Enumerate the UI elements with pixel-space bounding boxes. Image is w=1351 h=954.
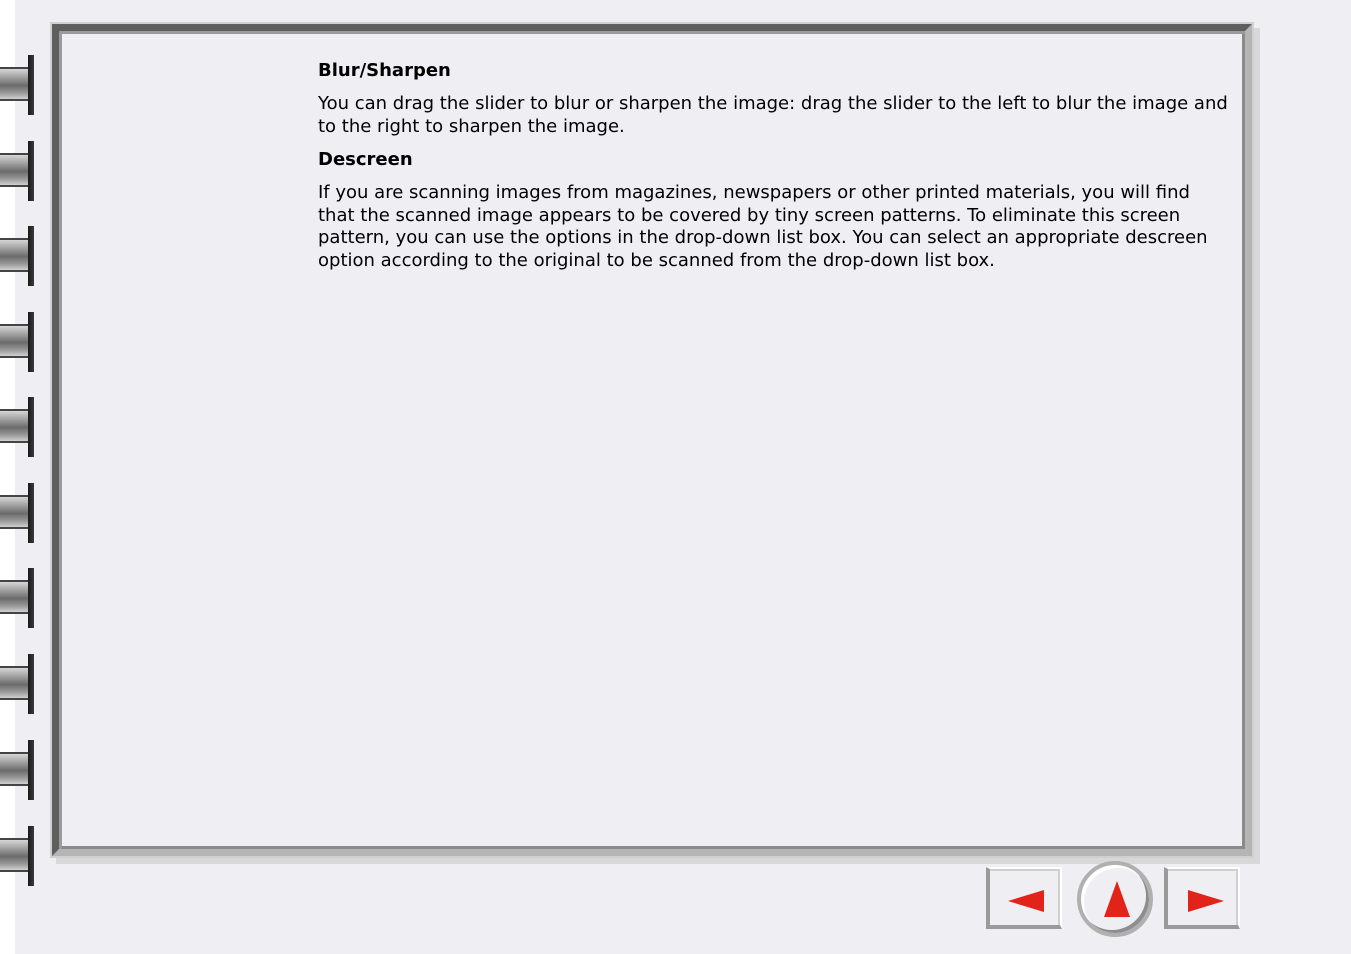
right-arrow-icon [1188, 890, 1224, 912]
binder-ring [0, 312, 34, 372]
up-page-button[interactable] [1077, 861, 1153, 937]
binder-ring [0, 740, 34, 800]
binder-ring [0, 568, 34, 628]
binder-rings [0, 0, 40, 954]
section-paragraph-blur-sharpen: You can drag the slider to blur or sharpen the image: drag the slider to the left to blur the image and to the right to sharpen the image. [318, 93, 1228, 137]
binder-ring [0, 654, 34, 714]
next-page-button[interactable] [1164, 867, 1240, 929]
binder-ring [0, 226, 34, 286]
binder-ring [0, 483, 34, 543]
section-heading-blur-sharpen: Blur/Sharpen [318, 60, 451, 81]
page-content [318, 59, 1228, 282]
binder-ring [0, 826, 34, 886]
section-heading-descreen: Descreen [318, 149, 413, 170]
previous-page-button[interactable] [986, 867, 1062, 929]
section-paragraph-descreen: If you are scanning images from magazines, newspapers or other printed materials, you will find that the scanned image appears to be covered by tiny screen patterns. To eliminate this screen pattern, you can use the options in the drop-down list box. You can select an appropriate descreen option according to the original to be scanned from the drop-down list box. [318, 182, 1208, 271]
binder-ring [0, 397, 34, 457]
binder-ring [0, 141, 34, 201]
left-arrow-icon [1008, 890, 1044, 912]
page-frame [50, 22, 1254, 858]
up-arrow-icon [1104, 881, 1130, 917]
binder-ring [0, 55, 34, 115]
